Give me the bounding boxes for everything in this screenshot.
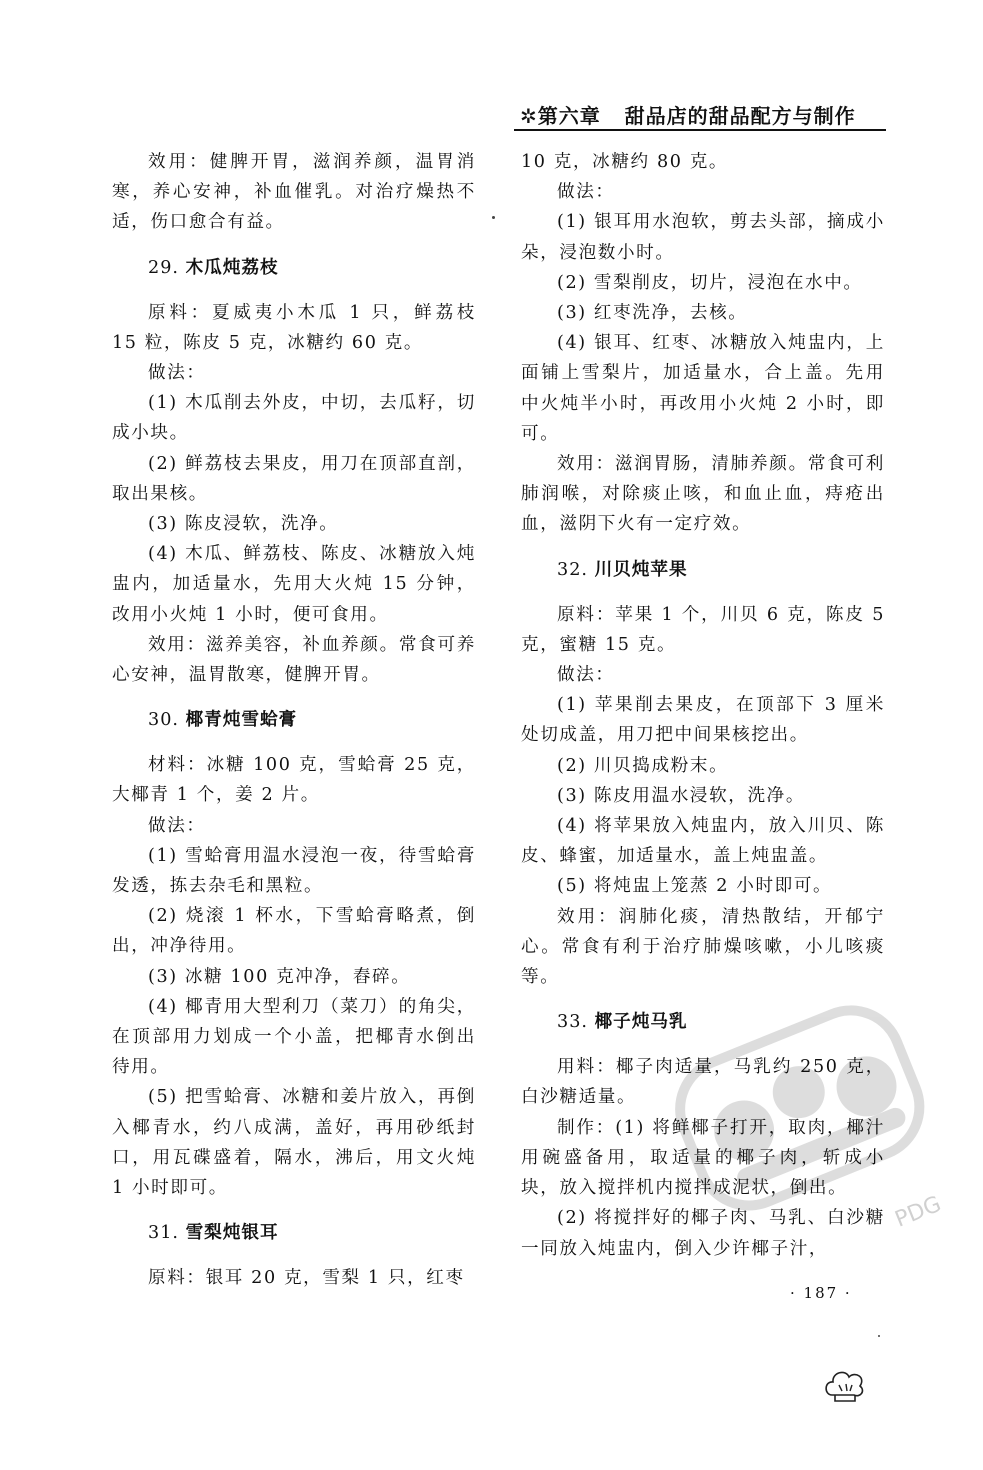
chapter-title: 甜品店的甜品配方与制作 <box>624 104 856 128</box>
method-label: 做法： <box>148 815 206 836</box>
step: (4) 将苹果放入炖盅内，放入川贝、陈皮、蜂蜜，加适量水，盖上炖盅盖。 <box>521 816 885 867</box>
recipe-title: 椰子炖马乳 <box>594 1012 688 1033</box>
method-label: 做法： <box>557 665 615 686</box>
recipe-title: 川贝炖苹果 <box>594 559 688 580</box>
ingredients: 原料：苹果 1 个，川贝 6 克，陈皮 5 克，蜜糖 15 克。 <box>521 604 885 655</box>
page-number: · 187 · <box>790 1284 852 1302</box>
recipe-title: 椰青炖雪蛤膏 <box>185 710 298 731</box>
step: (1) 雪蛤膏用温水浸泡一夜，待雪蛤膏发透，拣去杂毛和黑粒。 <box>112 845 476 897</box>
recipe-number: 32. <box>557 559 588 580</box>
recipe-number: 30. <box>148 710 179 731</box>
step: (5) 将炖盅上笼蒸 2 小时即可。 <box>557 876 833 897</box>
effect: 效用：滋润胃肠，清肺养颜。常食可利肺润喉，对除痰止咳，和血止血，痔疮出血，滋阴下火有一定疗效。 <box>521 454 885 535</box>
scan-speck <box>492 216 495 219</box>
step: (4) 椰青用大型利刀（菜刀）的角尖，在顶部用力划成一个小盖，把椰青水倒出待用。 <box>112 996 476 1078</box>
effect: 效用：润肺化痰，清热散结，开郁宁心。常食有利于治疗肺燥咳嗽，小儿咳痰等。 <box>521 906 885 988</box>
paragraph: 10 克，冰糖约 80 克。 <box>521 152 729 172</box>
recipe-heading-33 <box>521 1007 885 1037</box>
recipe-number: 31. <box>148 1223 179 1244</box>
ingredients: 原料：银耳 20 克，雪梨 1 只，红枣 <box>148 1268 465 1289</box>
ingredients: 用料：椰子肉适量，马乳约 250 克，白沙糖适量。 <box>521 1057 885 1108</box>
header-rule <box>514 129 886 131</box>
effect: 效用：滋养美容，补血养颜。常食可养心安神，温胃散寒，健脾开胃。 <box>112 634 476 686</box>
step: (2) 雪梨削皮，切片，浸泡在水中。 <box>557 272 863 293</box>
recipe-title: 木瓜炖荔枝 <box>185 257 279 278</box>
watermark-text: PDG <box>891 1191 945 1233</box>
step: (3) 冰糖 100 克冲净，舂碎。 <box>148 966 411 987</box>
recipe-number: 29. <box>148 257 179 278</box>
step: (4) 木瓜、鲜荔枝、陈皮、冰糖放入炖盅内，加适量水，先用大火炖 15 分钟，改用小火炖 1 小时，便可食用。 <box>112 544 476 625</box>
running-header <box>520 100 882 129</box>
step: (4) 银耳、红枣、冰糖放入炖盅内，上面铺上雪梨片，加适量水，合上盖。先用中火炖半小时，再改用小火炖 2 小时，即可。 <box>521 333 885 444</box>
step: (1) 银耳用水泡软，剪去头部，摘成小朵，浸泡数小时。 <box>521 212 885 263</box>
step: 制作：(1) 将鲜椰子打开，取肉，椰汁用碗盛备用，取适量的椰子肉，斩成小块，放入搅拌机内搅拌成泥状，倒出。 <box>521 1117 885 1199</box>
step: (3) 陈皮用温水浸软，洗净。 <box>557 785 806 806</box>
step: (1) 木瓜削去外皮，中切，去瓜籽，切成小块。 <box>112 393 476 444</box>
ingredients: 材料：冰糖 100 克，雪蛤膏 25 克，大椰青 1 个，姜 2 片。 <box>112 755 476 806</box>
left-column <box>112 147 476 1294</box>
recipe-heading-29 <box>112 253 476 283</box>
method-label: 做法： <box>148 363 206 384</box>
step: (1) 苹果削去果皮，在顶部下 3 厘米处切成盖，用刀把中间果核挖出。 <box>521 695 885 746</box>
right-column <box>521 147 885 1264</box>
recipe-heading-31 <box>112 1218 476 1248</box>
chapter-ornament-icon: ✲ <box>520 104 538 128</box>
step: (5) 把雪蛤膏、冰糖和姜片放入，再倒入椰青水，约八成满，盖好，再用砂纸封口，用瓦碟盛着，隔水，沸后，用文火炖 1 小时即可。 <box>112 1087 476 1199</box>
paragraph: 效用：健脾开胃，滋润养颜，温胃消寒，养心安神，补血催乳。对治疗燥热不适，伤口愈合有益。 <box>112 152 476 233</box>
recipe-title: 雪梨炖银耳 <box>185 1223 279 1244</box>
step: (3) 陈皮浸软，洗净。 <box>148 514 339 535</box>
chef-hat-icon <box>822 1365 868 1403</box>
scan-speck <box>878 1335 880 1337</box>
recipe-number: 33. <box>557 1012 588 1033</box>
chapter-label: 第六章 <box>537 104 601 128</box>
step: (2) 鲜荔枝去果皮，用刀在顶部直剖，取出果核。 <box>112 453 476 504</box>
step: (2) 烧滚 1 杯水，下雪蛤膏略煮，倒出，冲净待用。 <box>112 906 476 957</box>
recipe-heading-32 <box>521 555 885 585</box>
ingredients: 原料：夏威夷小木瓜 1 只，鲜荔枝 15 粒，陈皮 5 克，冰糖约 60 克。 <box>112 302 476 353</box>
recipe-heading-30 <box>112 705 476 735</box>
step: (2) 将搅拌好的椰子肉、马乳、白沙糖一同放入炖盅内，倒入少许椰子汁， <box>521 1208 885 1259</box>
step: (3) 红枣洗净，去核。 <box>557 303 748 324</box>
method-label: 做法： <box>557 182 615 203</box>
step: (2) 川贝捣成粉末。 <box>557 755 729 776</box>
